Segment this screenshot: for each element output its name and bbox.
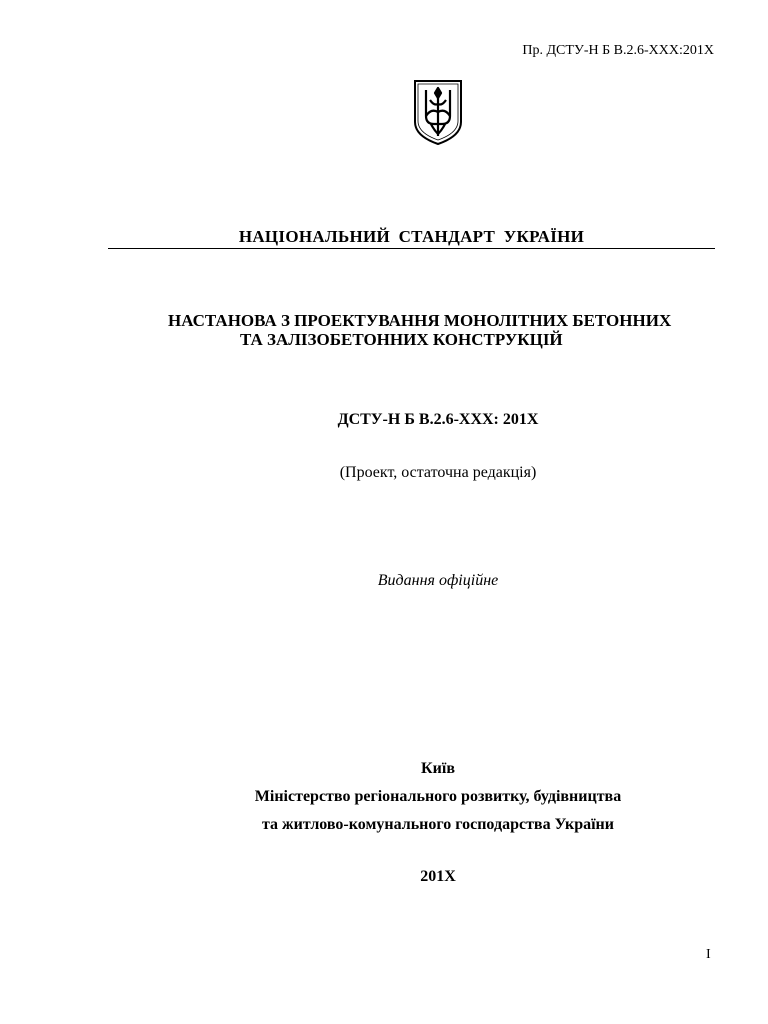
ministry-name-line-2: та житлово-комунального господарства України [261,816,614,833]
national-standard-heading: НАЦІОНАЛЬНИЙ СТАНДАРТ УКРАЇНИ [238,227,585,246]
document-title-line-1: НАСТАНОВА З ПРОЕКТУВАННЯ МОНОЛІТНИХ БЕТОННИХ [168,311,672,330]
ukraine-trident-emblem-icon [412,78,464,146]
publication-city: Київ [421,760,455,777]
page-number: I [706,947,711,962]
document-title-line-2: ТА ЗАЛІЗОБЕТОННИХ КОНСТРУКЦІЙ [240,330,563,349]
publication-year: 201X [420,868,456,885]
heading-underline-divider [108,248,715,249]
draft-status-note: (Проект, остаточна редакція) [339,464,537,481]
ministry-name-line-1: Міністерство регіонального розвитку, будівництва [254,788,622,805]
standard-designation-text: ДСТУ-Н Б В.2.6-XXX: 201X [337,411,539,428]
standard-designation [108,411,768,429]
official-edition-label: Видання офіційне [377,572,499,589]
document-code-header: Пр. ДСТУ-Н Б В.2.6-XXX:201X [522,43,714,58]
